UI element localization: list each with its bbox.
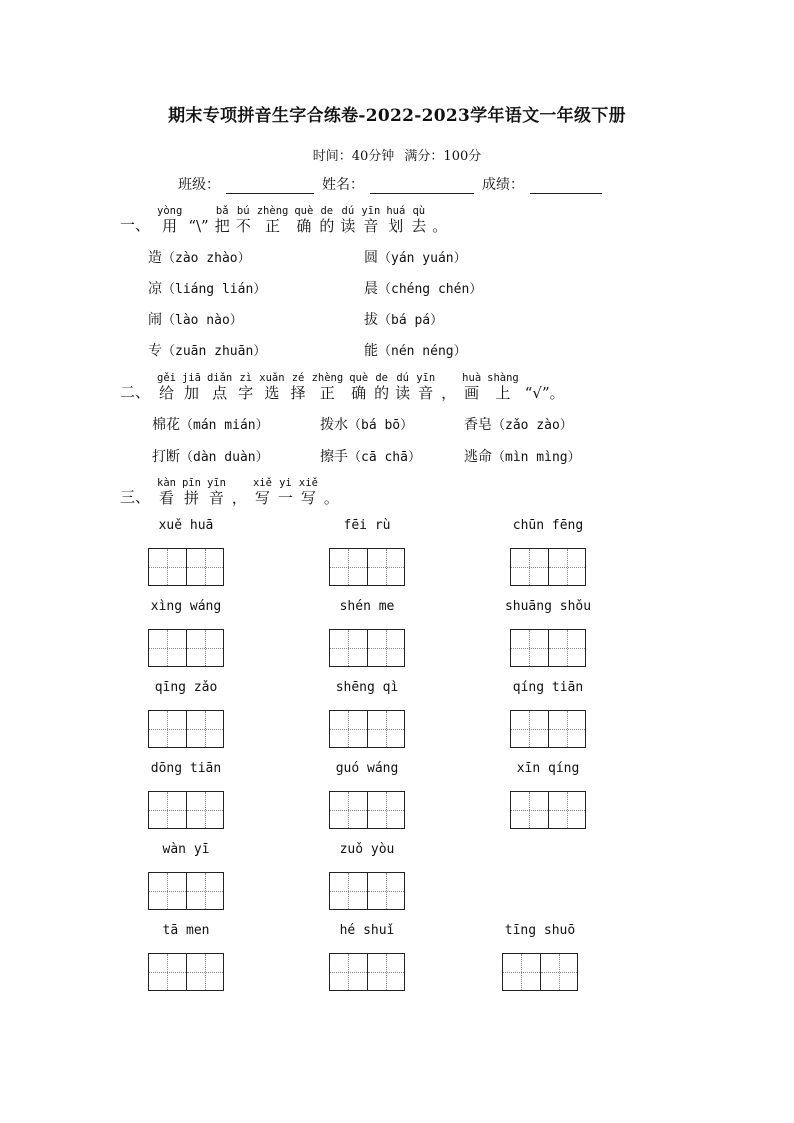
ruby-char bbox=[238, 372, 253, 402]
pinyin-prompt: dōng tiān bbox=[150, 761, 222, 776]
hanzi-char: 画 bbox=[464, 384, 480, 402]
hanzi-char: 用 bbox=[162, 217, 178, 235]
item-word: 打断 bbox=[152, 449, 180, 465]
ruby-char bbox=[319, 205, 334, 235]
section-number: 一、 bbox=[120, 216, 151, 234]
pinyin-annotation: huá bbox=[386, 205, 406, 217]
ruby-char bbox=[395, 372, 410, 402]
hanzi-char: ， bbox=[441, 384, 457, 402]
writing-cell[interactable] bbox=[330, 954, 367, 990]
ruby-char bbox=[291, 372, 306, 402]
pinyin-prompt: hé shuǐ bbox=[339, 923, 395, 938]
pronunciation-item[interactable] bbox=[148, 278, 266, 298]
writing-cell[interactable] bbox=[548, 711, 586, 747]
item-character: 专 bbox=[148, 343, 162, 359]
pinyin-annotation: de bbox=[375, 372, 388, 384]
pinyin-annotation: shàng bbox=[487, 372, 519, 384]
writing-cell[interactable] bbox=[548, 549, 586, 585]
hanzi-char: 字 bbox=[238, 384, 254, 402]
ruby-char bbox=[340, 205, 355, 235]
tianzige-writing-box[interactable] bbox=[148, 953, 224, 991]
item-options: （zǎo zào） bbox=[492, 418, 573, 433]
pinyin-prompt: xuě huā bbox=[158, 518, 214, 533]
writing-cell[interactable] bbox=[548, 792, 586, 828]
pinyin-annotation: yīn bbox=[416, 372, 436, 384]
item-character: 晨 bbox=[364, 281, 378, 297]
tianzige-writing-box[interactable] bbox=[329, 953, 405, 991]
hanzi-char: 看 bbox=[158, 489, 174, 507]
hanzi-char: 拼 bbox=[183, 489, 199, 507]
item-options: （mán mián） bbox=[180, 418, 269, 433]
tianzige-writing-box[interactable] bbox=[510, 629, 586, 667]
hanzi-char: 选 bbox=[264, 384, 280, 402]
writing-cell[interactable] bbox=[186, 873, 224, 909]
item-options: （liáng lián） bbox=[162, 282, 267, 297]
hanzi-char: 正 bbox=[265, 217, 281, 235]
hanzi-char: 加 bbox=[183, 384, 199, 402]
pinyin-annotation: huà bbox=[462, 372, 482, 384]
ruby-char bbox=[232, 489, 247, 507]
pinyin-annotation: diǎn bbox=[206, 372, 233, 384]
tianzige-writing-box[interactable] bbox=[148, 629, 224, 667]
writing-cell[interactable] bbox=[367, 873, 405, 909]
tianzige-writing-box[interactable] bbox=[510, 791, 586, 829]
tianzige-writing-box[interactable] bbox=[148, 710, 224, 748]
name-label: 姓名： bbox=[322, 177, 364, 193]
ruby-char bbox=[253, 477, 272, 507]
name-field[interactable] bbox=[370, 179, 474, 194]
writing-cell[interactable] bbox=[186, 630, 224, 666]
class-label: 班级： bbox=[178, 177, 220, 193]
writing-cell[interactable] bbox=[186, 711, 224, 747]
hanzi-char: 音 bbox=[208, 489, 224, 507]
pinyin-prompt: tā men bbox=[162, 923, 210, 938]
tianzige-writing-box[interactable] bbox=[329, 791, 405, 829]
pinyin-prompt: fēi rù bbox=[343, 518, 391, 533]
hanzi-char: 音 bbox=[418, 384, 434, 402]
writing-cell[interactable] bbox=[540, 954, 578, 990]
hanzi-char: 写 bbox=[254, 489, 270, 507]
pinyin-prompt: shēng qì bbox=[335, 680, 399, 695]
ruby-char bbox=[462, 372, 481, 402]
ruby-char bbox=[188, 217, 208, 235]
item-word: 棉花 bbox=[152, 417, 180, 433]
pinyin-annotation: jiā bbox=[181, 372, 201, 384]
item-word: 拨水 bbox=[320, 417, 348, 433]
hanzi-char: 不 bbox=[235, 217, 251, 235]
writing-cell[interactable] bbox=[511, 792, 548, 828]
hanzi-char: 划 bbox=[388, 217, 404, 235]
page-title: 期末专项拼音生字合练卷-2022-2023学年语文一年级下册 bbox=[168, 106, 626, 126]
writing-cell[interactable] bbox=[511, 549, 548, 585]
tianzige-writing-box[interactable] bbox=[510, 710, 586, 748]
item-options: （zào zhào） bbox=[162, 251, 251, 266]
writing-cell[interactable] bbox=[503, 954, 540, 990]
pronunciation-item[interactable] bbox=[364, 247, 467, 267]
tianzige-writing-box[interactable] bbox=[329, 872, 405, 910]
hanzi-char: “√”。 bbox=[524, 384, 565, 402]
ruby-char bbox=[259, 372, 284, 402]
pinyin-prompt: tīng shuō bbox=[504, 923, 576, 938]
hanzi-char: 把 bbox=[214, 217, 230, 235]
hanzi-char: 的 bbox=[374, 384, 390, 402]
pinyin-annotation: bǎ bbox=[215, 205, 229, 217]
writing-cell[interactable] bbox=[186, 792, 224, 828]
pronunciation-item[interactable] bbox=[152, 446, 269, 466]
pinyin-annotation: de bbox=[320, 205, 334, 217]
ruby-char bbox=[487, 372, 519, 402]
pinyin-annotation: què bbox=[349, 372, 369, 384]
ruby-char bbox=[182, 372, 201, 402]
pronunciation-item[interactable] bbox=[148, 247, 251, 267]
section-number: 三、 bbox=[120, 488, 151, 506]
pinyin-prompt: chūn fēng bbox=[512, 518, 584, 533]
item-options: （zuān zhuān） bbox=[162, 344, 267, 359]
writing-cell[interactable] bbox=[367, 711, 405, 747]
hanzi-char: “\” bbox=[188, 217, 209, 235]
ruby-char bbox=[416, 372, 435, 402]
tianzige-writing-box[interactable] bbox=[148, 791, 224, 829]
pinyin-prompt: qīng zǎo bbox=[154, 680, 218, 695]
ruby-char bbox=[299, 477, 318, 507]
pinyin-annotation: xiě bbox=[298, 477, 318, 489]
item-word: 逃命 bbox=[464, 449, 492, 465]
ruby-char bbox=[257, 205, 289, 235]
writing-cell[interactable] bbox=[367, 630, 405, 666]
pronunciation-item[interactable] bbox=[464, 414, 573, 434]
pinyin-annotation: yi bbox=[279, 477, 292, 489]
section-number: 二、 bbox=[120, 383, 151, 401]
writing-cell[interactable] bbox=[330, 630, 367, 666]
item-character: 凉 bbox=[148, 281, 162, 297]
tianzige-writing-box[interactable] bbox=[329, 548, 405, 586]
hanzi-char: 读 bbox=[395, 384, 411, 402]
writing-cell[interactable] bbox=[511, 711, 548, 747]
writing-cell[interactable] bbox=[330, 549, 367, 585]
pinyin-prompt: wàn yī bbox=[162, 842, 210, 857]
ruby-char bbox=[441, 384, 456, 402]
writing-cell[interactable] bbox=[186, 954, 224, 990]
ruby-char bbox=[278, 477, 293, 507]
pinyin-annotation: xuǎn bbox=[259, 372, 285, 384]
ruby-char bbox=[525, 384, 565, 402]
hanzi-char: 确 bbox=[296, 217, 312, 235]
writing-cell[interactable] bbox=[367, 954, 405, 990]
writing-cell[interactable] bbox=[330, 873, 367, 909]
writing-cell[interactable] bbox=[149, 549, 186, 585]
item-options: （mìn mìng） bbox=[492, 450, 581, 465]
ruby-char bbox=[411, 205, 426, 235]
pinyin-prompt: shuāng shǒu bbox=[504, 599, 592, 614]
pinyin-annotation: zì bbox=[239, 372, 253, 384]
ruby-char bbox=[432, 217, 447, 235]
ruby-char bbox=[312, 372, 344, 402]
ruby-char bbox=[207, 372, 232, 402]
item-options: （bá bō） bbox=[348, 418, 414, 433]
exam-meta: 时间：40分钟 满分：100分 bbox=[312, 149, 482, 164]
hanzi-char: 的 bbox=[319, 217, 335, 235]
class-field[interactable] bbox=[226, 179, 314, 194]
pinyin-annotation: zhèng bbox=[311, 372, 344, 384]
pinyin-annotation: zé bbox=[291, 372, 305, 384]
hanzi-char: 确 bbox=[351, 384, 367, 402]
hanzi-char: 点 bbox=[212, 384, 228, 402]
item-options: （chéng chén） bbox=[378, 282, 483, 297]
tianzige-writing-box[interactable] bbox=[510, 548, 586, 586]
tianzige-writing-box[interactable] bbox=[329, 710, 405, 748]
section-1-heading bbox=[120, 205, 450, 235]
pinyin-prompt: guó wáng bbox=[335, 761, 399, 776]
score-label: 成绩： bbox=[482, 177, 524, 193]
student-info-row bbox=[178, 174, 610, 194]
pinyin-prompt: zuǒ yòu bbox=[339, 842, 395, 857]
pinyin-annotation: qù bbox=[412, 205, 426, 217]
writing-cell[interactable] bbox=[548, 630, 586, 666]
hanzi-char: ， bbox=[231, 489, 247, 507]
writing-cell[interactable] bbox=[149, 711, 186, 747]
hanzi-char: 。 bbox=[323, 489, 339, 507]
tianzige-writing-box[interactable] bbox=[148, 872, 224, 910]
pronunciation-item[interactable] bbox=[364, 278, 482, 298]
item-word: 擦手 bbox=[320, 449, 348, 465]
hanzi-char: 读 bbox=[340, 217, 356, 235]
writing-cell[interactable] bbox=[149, 954, 186, 990]
pronunciation-item[interactable] bbox=[148, 340, 266, 360]
hanzi-char: 写 bbox=[300, 489, 316, 507]
item-character: 圆 bbox=[364, 250, 378, 266]
pinyin-annotation: bú bbox=[236, 205, 250, 217]
pronunciation-item[interactable] bbox=[364, 340, 467, 360]
pinyin-annotation: què bbox=[294, 205, 314, 217]
writing-cell[interactable] bbox=[511, 630, 548, 666]
ruby-char bbox=[294, 205, 313, 235]
score-field[interactable] bbox=[530, 179, 602, 194]
pinyin-prompt: shén me bbox=[339, 599, 395, 614]
item-options: （nén néng） bbox=[378, 344, 467, 359]
hanzi-char: 去 bbox=[411, 217, 427, 235]
pinyin-annotation: kàn bbox=[157, 477, 176, 489]
item-options: （dàn duàn） bbox=[180, 450, 269, 465]
pronunciation-item[interactable] bbox=[320, 446, 421, 466]
hanzi-char: 音 bbox=[363, 217, 379, 235]
writing-cell[interactable] bbox=[186, 549, 224, 585]
pinyin-annotation: yīn bbox=[361, 205, 381, 217]
hanzi-char: 。 bbox=[432, 217, 448, 235]
pronunciation-item[interactable] bbox=[464, 446, 581, 466]
item-character: 拔 bbox=[364, 312, 378, 328]
pinyin-annotation: xiě bbox=[252, 477, 272, 489]
pronunciation-item[interactable] bbox=[148, 309, 243, 329]
ruby-char bbox=[157, 205, 182, 235]
ruby-char bbox=[157, 372, 176, 402]
item-word: 香皂 bbox=[464, 417, 492, 433]
ruby-char bbox=[236, 205, 251, 235]
writing-cell[interactable] bbox=[367, 792, 405, 828]
tianzige-writing-box[interactable] bbox=[329, 629, 405, 667]
writing-cell[interactable] bbox=[330, 711, 367, 747]
item-options: （lào nào） bbox=[162, 313, 243, 328]
pinyin-annotation: gěi bbox=[157, 372, 176, 384]
pronunciation-item[interactable] bbox=[152, 414, 269, 434]
tianzige-writing-box[interactable] bbox=[502, 953, 578, 991]
pinyin-annotation: zhèng bbox=[256, 205, 289, 217]
ruby-char bbox=[386, 205, 405, 235]
writing-cell[interactable] bbox=[330, 792, 367, 828]
writing-cell[interactable] bbox=[367, 549, 405, 585]
writing-cell[interactable] bbox=[149, 873, 186, 909]
pinyin-annotation: dú bbox=[396, 372, 409, 384]
pinyin-annotation: pīn bbox=[181, 477, 201, 489]
hanzi-char: 给 bbox=[158, 384, 174, 402]
item-options: （bá pá） bbox=[378, 313, 444, 328]
item-options: （cā chā） bbox=[348, 450, 421, 465]
pinyin-prompt: xīn qíng bbox=[516, 761, 580, 776]
ruby-char bbox=[182, 477, 201, 507]
section-2-heading bbox=[120, 372, 568, 402]
item-character: 造 bbox=[148, 250, 162, 266]
writing-cell[interactable] bbox=[149, 792, 186, 828]
pinyin-prompt: qíng tiān bbox=[512, 680, 584, 695]
hanzi-char: 择 bbox=[290, 384, 306, 402]
pinyin-prompt: xìng wáng bbox=[150, 599, 222, 614]
pinyin-annotation: dú bbox=[341, 205, 355, 217]
hanzi-char: 上 bbox=[495, 384, 511, 402]
pronunciation-item[interactable] bbox=[320, 414, 413, 434]
hanzi-char: 正 bbox=[319, 384, 335, 402]
ruby-char bbox=[215, 205, 230, 235]
hanzi-char: 一 bbox=[277, 489, 293, 507]
pronunciation-item[interactable] bbox=[364, 309, 443, 329]
ruby-char bbox=[349, 372, 368, 402]
tianzige-writing-box[interactable] bbox=[148, 548, 224, 586]
ruby-char bbox=[157, 477, 176, 507]
item-character: 能 bbox=[364, 343, 378, 359]
item-options: （yán yuán） bbox=[378, 251, 467, 266]
ruby-char bbox=[361, 205, 380, 235]
ruby-char bbox=[324, 489, 339, 507]
pinyin-annotation: yīn bbox=[206, 477, 226, 489]
section-3-heading bbox=[120, 477, 342, 507]
ruby-char bbox=[374, 372, 389, 402]
ruby-char bbox=[207, 477, 226, 507]
pinyin-annotation: yòng bbox=[157, 205, 183, 217]
writing-cell[interactable] bbox=[149, 630, 186, 666]
item-character: 闹 bbox=[148, 312, 162, 328]
